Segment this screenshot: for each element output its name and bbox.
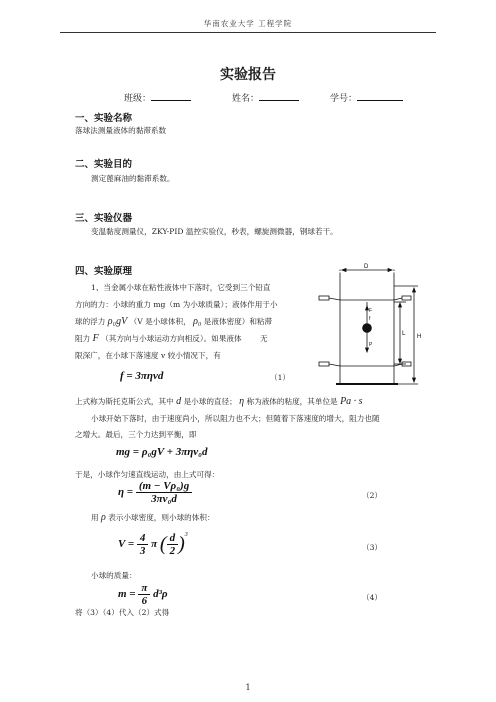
- principle-line-1: 1、当金属小球在粘性液体中下落时，它受到三个铅直: [91, 283, 271, 292]
- formula-3-pi: π: [151, 538, 158, 551]
- class-field: [124, 91, 191, 104]
- buoyancy-symbol: ρ₀gV: [107, 316, 128, 327]
- name-field: [232, 91, 299, 104]
- formula-3-inner-den: 2: [169, 545, 176, 557]
- principle-line-3: [75, 314, 272, 330]
- report-title: 实验报告: [220, 67, 276, 83]
- formula-4-lhs: m =: [118, 588, 136, 601]
- density-line-b: 表示小球密度，则小球的体积：: [108, 513, 215, 522]
- section-3-heading: 三、实验仪器: [75, 213, 133, 224]
- formula-3-lhs: V =: [118, 538, 135, 551]
- diagram-label-L: L: [402, 330, 406, 337]
- formula-3-coefficient: [137, 532, 149, 557]
- equilibrium-line-1: 小球开始下落时，由于速度尚小，所以阻力也不大；但随着下落速度的增大，阻力也随: [91, 414, 380, 423]
- stokes-line-a: 上式称为斯托克斯公式，其中: [75, 397, 174, 406]
- formula-equilibrium: mg = ρ₀gV + 3πηv₀d: [116, 446, 208, 458]
- substitution-line: 将（3）（4）代入（2）式得: [75, 608, 170, 617]
- ball-density-symbol: ρ: [101, 512, 106, 523]
- section-4-heading: 四、实验原理: [75, 266, 133, 277]
- principle-line-4-b: （其方向与小球运动方向相反）。如果液体: [101, 334, 242, 343]
- section-2-heading: 二、实验目的: [75, 159, 133, 170]
- formula-2-fraction: [136, 480, 192, 505]
- class-blank: [151, 91, 191, 101]
- stokes-line-b: 是小球的直径；: [183, 397, 237, 406]
- section-3-body: 变温黏度测量仪，ZKY-PID 温控实验仪，秒表，螺旋测微器，钢球若干。: [91, 227, 338, 236]
- name-blank: [259, 91, 299, 101]
- class-label: 班级：: [124, 94, 152, 104]
- principle-line-3-a: 球的浮力: [75, 317, 106, 326]
- density-line: [91, 510, 215, 526]
- formula-4-rest: d³ρ: [153, 588, 168, 601]
- formula-2-numerator: (m − Vρ₀)g: [136, 480, 192, 493]
- formula-4-denominator: 6: [141, 595, 148, 607]
- formula-4-fraction: [138, 582, 150, 607]
- viscosity-symbol: η: [239, 396, 245, 407]
- principle-line-2: 方向的力：小球的重力 mg（m 为小球质量）；液体作用于小: [75, 300, 278, 309]
- principle-line-3-c: 是液体密度）和粘滞: [203, 317, 273, 326]
- formula-3-coef-num: 4: [137, 532, 149, 545]
- equation-number-1: （1）: [270, 373, 291, 382]
- student-id-blank: [357, 91, 403, 101]
- equation-number-4: （4）: [362, 593, 383, 602]
- formula-4-numerator: π: [138, 582, 150, 595]
- equation-number-3: （3）: [362, 543, 383, 552]
- diagram-label-F: F: [369, 308, 373, 314]
- falling-ball-apparatus-diagram: [310, 262, 426, 394]
- formula-1: f = 3πηvd: [120, 370, 164, 382]
- section-1-body: 落球法测量液体的黏滞系数: [75, 126, 167, 135]
- density-line-a: 用: [91, 513, 99, 522]
- uniform-motion-line: 于是，小球作匀速直线运动，由上式可得：: [75, 470, 220, 479]
- formula-2-denominator: 3πv₀d: [151, 493, 177, 505]
- equation-number-2: （2）: [362, 491, 383, 500]
- student-id-field: [330, 91, 403, 104]
- principle-line-3-b: （V 是小球体积，: [129, 317, 191, 326]
- formula-3-exponent: 3: [184, 532, 188, 538]
- section-1-heading: 一、实验名称: [75, 113, 133, 124]
- name-label: 姓名：: [232, 94, 260, 104]
- principle-line-4: [75, 331, 268, 347]
- formula-3: V = $\frac{4}{3}$ π ( $\frac{d}{2}$ )$^3$: [118, 532, 188, 557]
- mass-line: 小球的质量：: [91, 571, 137, 580]
- steel-ball: [362, 323, 372, 333]
- formula-3-inner: [167, 532, 179, 557]
- drag-force-symbol: F: [92, 333, 99, 344]
- diagram-label-D: D: [364, 264, 369, 270]
- principle-line-5: 限深广，在小球下落速度 v 较小情况下，有: [75, 351, 221, 360]
- liquid-density-symbol: ρ₀: [193, 316, 202, 327]
- stokes-line: [75, 394, 363, 410]
- diagram-label-f: f: [369, 316, 371, 322]
- diameter-symbol: d: [176, 396, 182, 407]
- formula-2-lhs: η =: [118, 486, 134, 499]
- stokes-line-c: 称为液体的粘度，其单位是: [246, 397, 338, 406]
- viscosity-unit: Pa · s: [340, 396, 363, 407]
- page-number: 1: [245, 683, 251, 692]
- formula-3-coef-den: 3: [139, 545, 146, 557]
- formula-4: [118, 582, 168, 607]
- student-id-label: 学号：: [330, 94, 358, 104]
- page-header: 华南农业大学 工程学院: [60, 18, 436, 33]
- equilibrium-line-2: 之增大。最后，三个力达到平衡，即: [75, 430, 197, 439]
- formula-3-inner-num: d: [167, 532, 179, 545]
- formula-2: [118, 480, 192, 505]
- section-2-body: 测定蓖麻油的黏滞系数。: [91, 174, 175, 183]
- diagram-label-H: H: [417, 334, 422, 340]
- diagram-label-P: P: [369, 342, 373, 348]
- principle-line-4-a: 阻力: [75, 334, 91, 343]
- principle-line-4-c: 无: [260, 334, 268, 343]
